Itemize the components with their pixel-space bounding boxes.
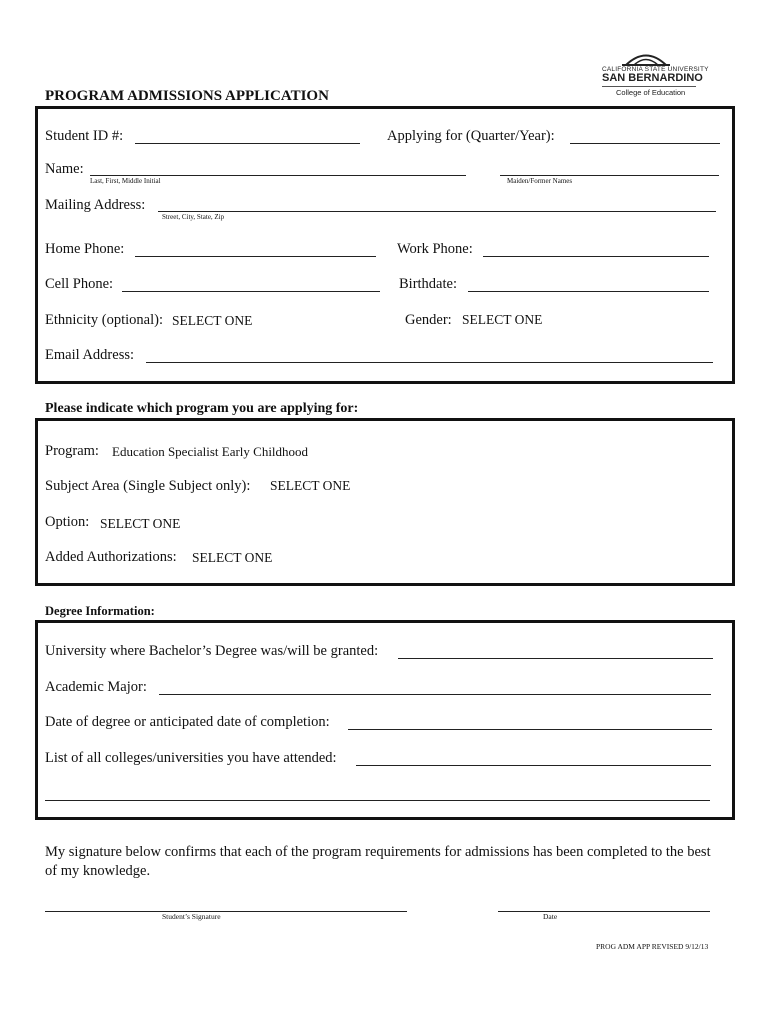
- mailing-address-label: Mailing Address:: [45, 197, 146, 213]
- page-title: PROGRAM ADMISSIONS APPLICATION: [45, 88, 329, 104]
- academic-major-label: Academic Major:: [45, 679, 147, 695]
- university-logo-mark-icon: [622, 50, 670, 66]
- logo-college: College of Education: [616, 88, 686, 97]
- gender-label: Gender:: [405, 312, 452, 328]
- maiden-name-field[interactable]: [500, 175, 719, 176]
- mailing-address-field[interactable]: [158, 211, 716, 212]
- colleges-attended-label: List of all colleges/universities you have attended:: [45, 750, 337, 766]
- email-address-field[interactable]: [146, 362, 713, 363]
- email-address-label: Email Address:: [45, 347, 135, 363]
- revision-footer: PROG ADM APP REVISED 9/12/13: [596, 942, 709, 951]
- cell-phone-label: Cell Phone:: [45, 276, 114, 292]
- home-phone-field[interactable]: [135, 256, 376, 257]
- applying-for-label: Applying for (Quarter/Year):: [387, 128, 555, 144]
- added-authorizations-label: Added Authorizations:: [45, 549, 177, 565]
- colleges-attended-field-2[interactable]: [45, 800, 710, 801]
- signature-statement: My signature below confirms that each of the program requirements for admissions has been completed to the best of my knowledge.: [45, 844, 711, 879]
- degree-date-field[interactable]: [348, 729, 712, 730]
- work-phone-field[interactable]: [483, 256, 709, 257]
- student-info-box: [35, 106, 735, 384]
- signature-date-label: Date: [543, 912, 558, 921]
- name-field[interactable]: [90, 175, 466, 176]
- ethnicity-label: Ethnicity (optional):: [45, 312, 163, 328]
- program-label: Program:: [45, 443, 99, 459]
- academic-major-field[interactable]: [159, 694, 711, 695]
- name-hint: Last, First, Middle Initial: [90, 177, 161, 185]
- birthdate-label: Birthdate:: [399, 276, 457, 292]
- home-phone-label: Home Phone:: [45, 241, 125, 257]
- subject-area-label: Subject Area (Single Subject only):: [45, 478, 251, 494]
- gender-select[interactable]: SELECT ONE: [462, 312, 543, 327]
- student-id-field[interactable]: [135, 143, 360, 144]
- university-field[interactable]: [398, 658, 713, 659]
- logo-divider: [602, 86, 696, 87]
- option-select[interactable]: SELECT ONE: [100, 516, 181, 531]
- program-select[interactable]: Education Specialist Early Childhood: [112, 444, 309, 459]
- signature-date-field[interactable]: [498, 911, 710, 912]
- mailing-address-hint: Street, City, State, Zip: [162, 213, 225, 221]
- logo-name: SAN BERNARDINO: [602, 72, 703, 84]
- student-signature-field[interactable]: [45, 911, 407, 912]
- name-label: Name:: [45, 161, 84, 177]
- cell-phone-field[interactable]: [122, 291, 380, 292]
- birthdate-field[interactable]: [468, 291, 709, 292]
- option-label: Option:: [45, 514, 90, 530]
- university-label: University where Bachelor’s Degree was/will be granted:: [45, 643, 379, 659]
- student-id-label: Student ID #:: [45, 128, 124, 144]
- ethnicity-select[interactable]: SELECT ONE: [172, 313, 253, 328]
- applying-for-field[interactable]: [570, 143, 720, 144]
- logo-top-line: CALIFORNIA STATE UNIVERSITY: [602, 66, 709, 73]
- subject-area-select[interactable]: SELECT ONE: [270, 478, 351, 493]
- university-logo: [600, 50, 709, 100]
- student-signature-label: Student’s Signature: [162, 912, 221, 921]
- degree-date-label: Date of degree or anticipated date of completion:: [45, 714, 330, 730]
- colleges-attended-field[interactable]: [356, 765, 711, 766]
- degree-section-heading: Degree Information:: [45, 604, 155, 618]
- added-authorizations-select[interactable]: SELECT ONE: [192, 550, 273, 565]
- work-phone-label: Work Phone:: [397, 241, 473, 257]
- program-section-heading: Please indicate which program you are applying for:: [45, 401, 359, 416]
- maiden-name-hint: Maiden/Former Names: [507, 177, 573, 185]
